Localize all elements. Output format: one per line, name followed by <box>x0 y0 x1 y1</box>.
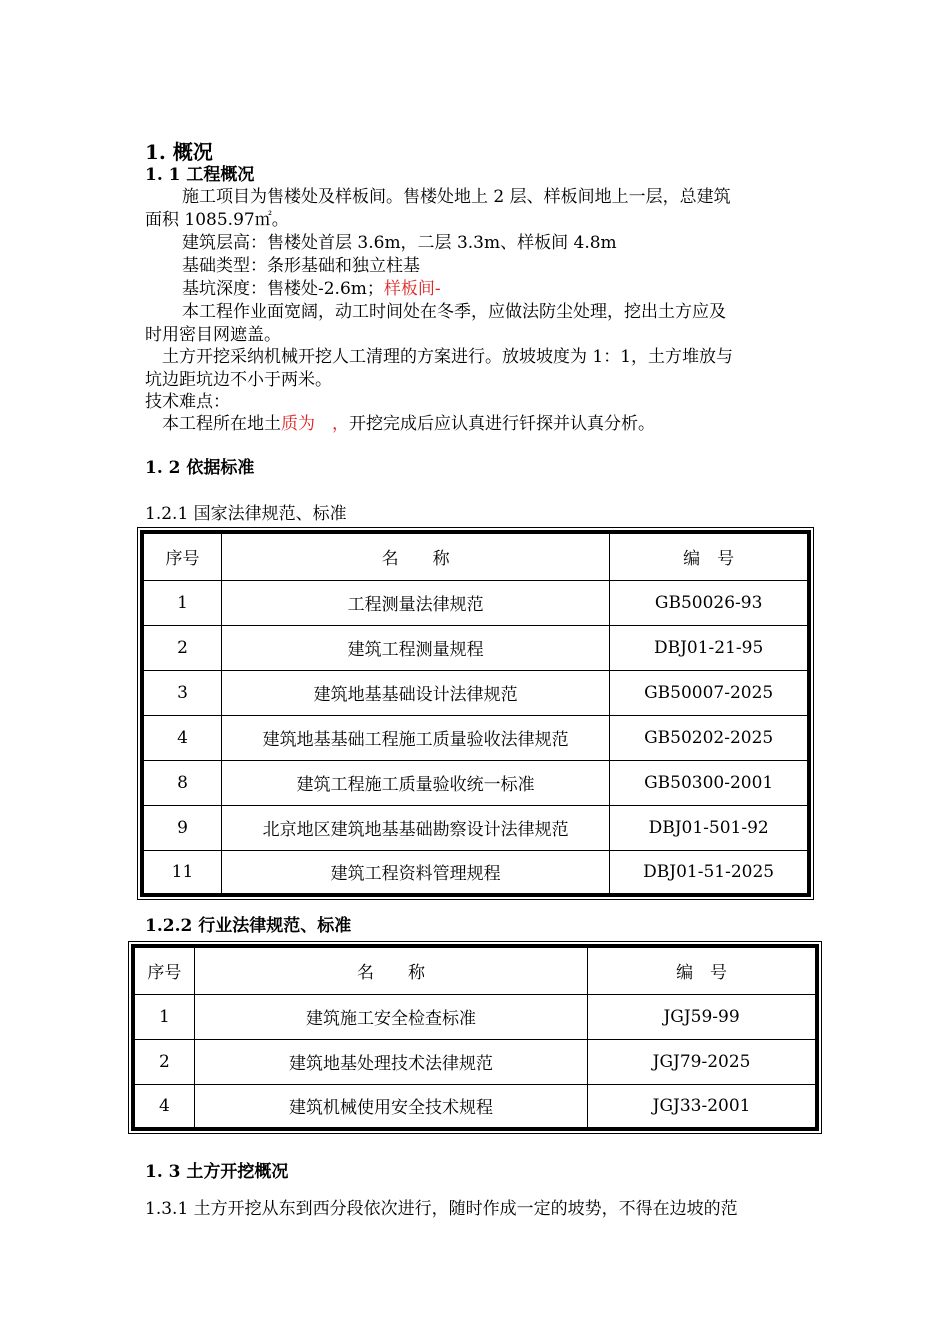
pit-depth-red-text: 样板间- <box>383 279 441 299</box>
section-1-2-2-title: 1.2.2 行业法律规范、标准 <box>145 916 352 936</box>
cell-name: 工程测量法律规范 <box>221 580 609 625</box>
paragraph-technical-difficulty: 技术难点： <box>145 392 230 412</box>
section-1-2-title: 1. 2 依据标准 <box>145 458 255 478</box>
table-row <box>133 1039 817 1084</box>
section-1-title: 1. 概况 <box>145 140 213 164</box>
paragraph-work-area-line1: 本工程作业面宽阔，动工时间处在冬季，应做法防尘处理，挖出土方应及 <box>182 302 726 322</box>
section-1-1-title: 1. 1 工程概况 <box>145 165 255 185</box>
table-row <box>142 625 809 670</box>
soil-text-prefix: 本工程所在地土 <box>162 414 281 434</box>
cell-index: 3 <box>142 670 221 715</box>
cell-code: GB50026-93 <box>610 580 809 625</box>
cell-code: GB50007-2025 <box>610 670 809 715</box>
table-row <box>133 1084 817 1129</box>
paragraph-soil <box>162 413 655 435</box>
cell-index: 2 <box>142 625 221 670</box>
header-cell-name: 名 称 <box>221 532 609 580</box>
cell-name: 建筑地基基础工程施工质量验收法律规范 <box>221 715 609 760</box>
cell-code: JGJ59-99 <box>588 994 817 1039</box>
cell-code: JGJ33-2001 <box>588 1084 817 1129</box>
cell-name: 建筑地基基础设计法律规范 <box>221 670 609 715</box>
cell-index: 1 <box>142 580 221 625</box>
table-row <box>142 580 809 625</box>
pit-depth-text: 基坑深度：售楼处-2.6m； <box>182 279 384 299</box>
paragraph-excavation-line1: 土方开挖采纳机械开挖人工清理的方案进行。放坡坡度为 1：1，土方堆放与 <box>162 347 734 367</box>
table-row <box>142 760 809 805</box>
paragraph-excavation-line2: 坑边距坑边不小于两米。 <box>145 370 332 390</box>
cell-name: 建筑施工安全检查标准 <box>194 994 587 1039</box>
paragraph-project-line1: 施工项目为售楼处及样板间。售楼处地上 2 层、样板间地上一层，总建筑 <box>182 187 731 207</box>
section-1-3-title: 1. 3 土方开挖概况 <box>145 1162 289 1182</box>
table-row <box>142 850 809 895</box>
soil-text-suffix: 开挖完成后应认真进行钎探并认真分析。 <box>349 414 655 434</box>
cell-code: GB50202-2025 <box>610 715 809 760</box>
soil-red-text: 质为 ， <box>281 414 349 434</box>
table-row <box>142 670 809 715</box>
table-row <box>142 805 809 850</box>
national-standards-table <box>140 530 811 897</box>
paragraph-floor-height: 建筑层高：售楼处首层 3.6m，二层 3.3m、样板间 4.8m <box>182 233 617 253</box>
table-row <box>133 994 817 1039</box>
cell-code: JGJ79-2025 <box>588 1039 817 1084</box>
paragraph-earthwork: 1.3.1 土方开挖从东到西分段依次进行，随时作成一定的坡势，不得在边坡的范 <box>145 1199 738 1219</box>
header-cell-index: 序号 <box>142 532 221 580</box>
cell-index: 11 <box>142 850 221 895</box>
cell-name: 建筑机械使用安全技术规程 <box>194 1084 587 1129</box>
industry-standards-table <box>131 944 819 1131</box>
cell-code: GB50300-2001 <box>610 760 809 805</box>
section-1-2-1-title: 1.2.1 国家法律规范、标准 <box>145 504 347 524</box>
header-cell-code: 编 号 <box>588 946 817 994</box>
paragraph-project-line2: 面积 1085.97㎡。 <box>145 210 289 230</box>
paragraph-work-area-line2: 时用密目网遮盖。 <box>145 325 281 345</box>
cell-code: DBJ01-501-92 <box>610 805 809 850</box>
table-row <box>142 715 809 760</box>
cell-index: 8 <box>142 760 221 805</box>
table-header-row <box>142 532 809 580</box>
cell-code: DBJ01-21-95 <box>610 625 809 670</box>
header-cell-code: 编 号 <box>610 532 809 580</box>
cell-name: 建筑工程施工质量验收统一标准 <box>221 760 609 805</box>
cell-index: 2 <box>133 1039 194 1084</box>
cell-name: 建筑工程测量规程 <box>221 625 609 670</box>
cell-code: DBJ01-51-2025 <box>610 850 809 895</box>
table-header-row <box>133 946 817 994</box>
cell-index: 9 <box>142 805 221 850</box>
paragraph-foundation-type: 基础类型：条形基础和独立柱基 <box>182 256 420 276</box>
paragraph-pit-depth <box>182 278 441 300</box>
cell-name: 建筑工程资料管理规程 <box>221 850 609 895</box>
header-cell-name: 名 称 <box>194 946 587 994</box>
cell-index: 4 <box>142 715 221 760</box>
cell-name: 北京地区建筑地基基础勘察设计法律规范 <box>221 805 609 850</box>
cell-name: 建筑地基处理技术法律规范 <box>194 1039 587 1084</box>
cell-index: 1 <box>133 994 194 1039</box>
cell-index: 4 <box>133 1084 194 1129</box>
header-cell-index: 序号 <box>133 946 194 994</box>
